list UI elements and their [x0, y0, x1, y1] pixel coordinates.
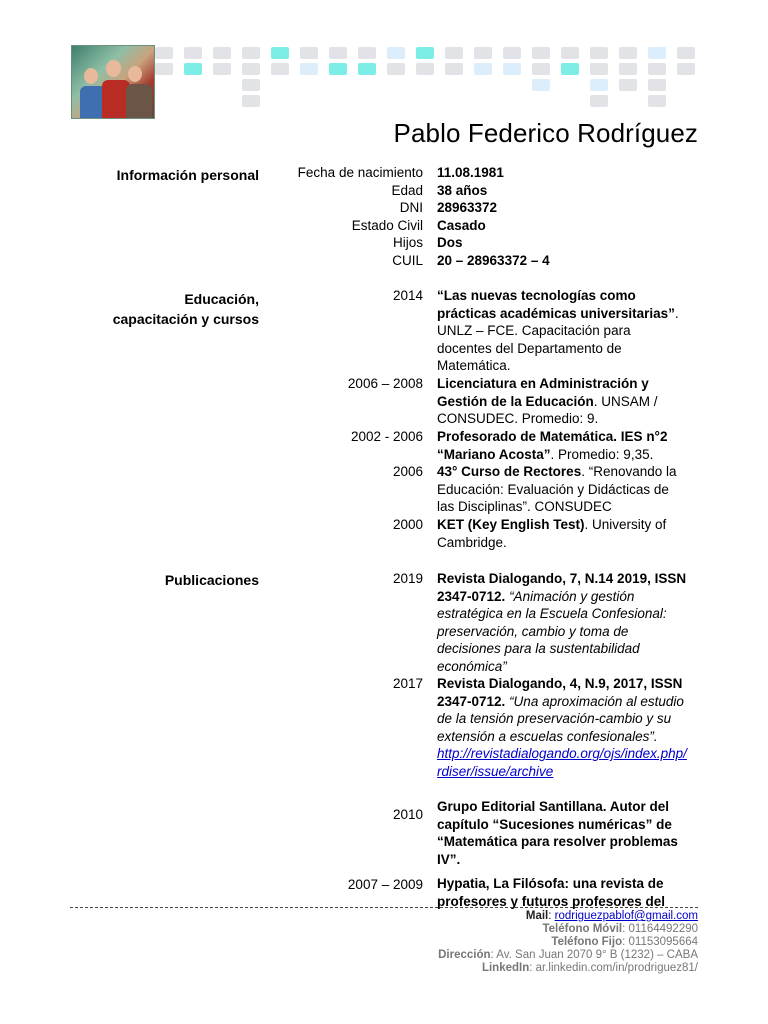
- decorative-square: [300, 63, 318, 75]
- decorative-square: [503, 47, 521, 59]
- decorative-square: [358, 47, 376, 59]
- publication-link[interactable]: http://revistadialogando.org/ojs/index.php/rdiser/issue/archive: [437, 746, 687, 779]
- decorative-square: [155, 63, 173, 75]
- personal-info-label: Fecha de nacimiento: [297, 165, 423, 180]
- decorative-square: [184, 47, 202, 59]
- contact-mail: Mail: rodriguezpablof@gmail.com: [525, 910, 698, 922]
- personal-info-value: 20 – 28963372 – 4: [437, 253, 550, 268]
- education-title: “Las nuevas tecnologías como prácticas académicas universitarias”: [437, 288, 675, 321]
- education-year: 2006: [392, 464, 423, 479]
- education-description: [437, 287, 687, 375]
- decorative-square: [242, 47, 260, 59]
- education-description: [437, 428, 687, 463]
- profile-photo: [71, 45, 155, 119]
- decorative-square: [387, 63, 405, 75]
- personal-info-value: Casado: [437, 217, 486, 233]
- decorative-square: [532, 47, 550, 59]
- decorative-square: [619, 79, 637, 91]
- decorative-square: [271, 63, 289, 75]
- decorative-square: [561, 47, 579, 59]
- decorative-square: [677, 47, 695, 59]
- education-detail: . UNLZ – FCE. Capacitación para docentes del Departamento de Matemática.: [437, 305, 679, 374]
- education-detail: . “Renovando la Educación: Evaluación y Didácticas de las Disciplinas”. CONSUDEC: [437, 464, 677, 515]
- decorative-square: [619, 63, 637, 75]
- education-year: 2002 - 2006: [350, 429, 423, 444]
- decorative-square: [532, 79, 550, 91]
- decorative-square: [329, 63, 347, 75]
- decorative-square: [242, 79, 260, 91]
- education-year: 2000: [392, 517, 423, 532]
- mail-link[interactable]: rodriguezpablof@gmail.com: [554, 910, 698, 922]
- education-title: Licenciatura en Administración y Gestión de la Educación: [437, 376, 649, 409]
- decorative-square: [358, 63, 376, 75]
- decorative-square: [213, 47, 231, 59]
- personal-info-label: Edad: [391, 182, 423, 198]
- education-description: [437, 516, 687, 551]
- decorative-square: [242, 63, 260, 75]
- decorative-square: [329, 47, 347, 59]
- decorative-square: [474, 63, 492, 75]
- decorative-square: [503, 63, 521, 75]
- publication-year: 2010: [392, 807, 423, 822]
- decorative-square: [561, 63, 579, 75]
- decorative-square: [213, 63, 231, 75]
- education-detail: . University of Cambridge.: [437, 517, 667, 550]
- decorative-square: [155, 47, 173, 59]
- publication-article-title: “Una aproximación al estudio de la tensión preservación-cambio y su extensión a escuelas confesionales”.: [437, 693, 684, 744]
- education-description: [437, 463, 687, 516]
- personal-info-value: 11.08.1981: [437, 165, 504, 180]
- personal-info-value: Dos: [437, 235, 463, 251]
- publication-description: [437, 875, 687, 910]
- decorative-square: [271, 47, 289, 59]
- education-title: KET (Key English Test): [437, 517, 585, 532]
- personal-info-label: Hijos: [392, 235, 423, 251]
- education-year: 2006 – 2008: [347, 376, 423, 391]
- personal-info-value: 38 años: [437, 182, 488, 198]
- education-description: [437, 375, 687, 428]
- publication-description: [437, 798, 687, 868]
- decorative-square: [648, 63, 666, 75]
- decorative-square: [445, 47, 463, 59]
- decorative-square: [677, 63, 695, 75]
- personal-info-label: Estado Civil: [351, 217, 423, 233]
- decorative-square: [387, 47, 405, 59]
- education-detail: . UNSAM / CONSUDEC. Promedio: 9.: [437, 393, 658, 427]
- decorative-square: [445, 63, 463, 75]
- decorative-square: [648, 79, 666, 91]
- publication-article-title: “Animación y gestión estratégica en la Escuela Confesional: preservación, cambio y toma de decisiones para la sustentabilidad económica”: [437, 588, 667, 674]
- decorative-square: [619, 47, 637, 59]
- decorative-square: [648, 95, 666, 107]
- publication-title: Revista Dialogando, 4, N.9, 2017, ISSN 2347-0712.: [437, 676, 683, 709]
- decorative-square: [590, 79, 608, 91]
- publication-title: Revista Dialogando, 7, N.14 2019, ISSN 2347-0712.: [437, 571, 687, 604]
- personal-info-label: CUIL: [392, 253, 423, 268]
- decorative-square: [648, 47, 666, 59]
- decorative-square: [590, 95, 608, 107]
- education-title: 43° Curso de Rectores: [437, 464, 582, 479]
- education-title: Profesorado de Matemática. IES n°2 “Mariano Acosta”: [437, 429, 668, 462]
- publication-description: [437, 675, 687, 781]
- person-name: Pablo Federico Rodríguez: [393, 118, 698, 148]
- education-detail: . Promedio: 9,35.: [550, 446, 654, 462]
- section-title-personal: Información personal: [116, 167, 259, 183]
- decorative-square: [416, 63, 434, 75]
- section-title-publications: Publicaciones: [164, 572, 259, 588]
- decorative-square: [416, 47, 434, 59]
- section-title-education: Educación, capacitación y cursos: [112, 291, 259, 327]
- decorative-square: [532, 63, 550, 75]
- decorative-square: [184, 63, 202, 75]
- contact-mobile: Teléfono Móvil: 01164492290: [542, 923, 698, 935]
- publication-description: [437, 570, 687, 676]
- decorative-square: [242, 95, 260, 107]
- publication-year: 2017: [392, 676, 423, 691]
- personal-info-label: DNI: [399, 200, 423, 216]
- contact-linkedin: LinkedIn: ar.linkedin.com/in/prodriguez81/: [481, 962, 698, 974]
- decorative-square: [590, 63, 608, 75]
- publication-title: Hypatia, La Filósofa: una revista de profesores y futuros profesores del: [437, 876, 666, 909]
- publication-year: 2019: [392, 571, 423, 586]
- personal-info-value: 28963372: [437, 200, 498, 216]
- contact-address: Dirección: Av. San Juan 2070 9° B (1232) – CABA: [438, 949, 698, 961]
- decorative-square: [474, 47, 492, 59]
- footer-divider: [70, 907, 698, 908]
- contact-phone: Teléfono Fijo: 01153095664: [551, 936, 698, 948]
- publication-title: Grupo Editorial Santillana. Autor del capítulo “Sucesiones numéricas” de “Matemática para resolver problemas IV”.: [437, 799, 678, 867]
- decorative-square: [300, 47, 318, 59]
- education-year: 2014: [392, 288, 423, 303]
- decorative-square: [590, 47, 608, 59]
- publication-year: 2007 – 2009: [347, 877, 423, 892]
